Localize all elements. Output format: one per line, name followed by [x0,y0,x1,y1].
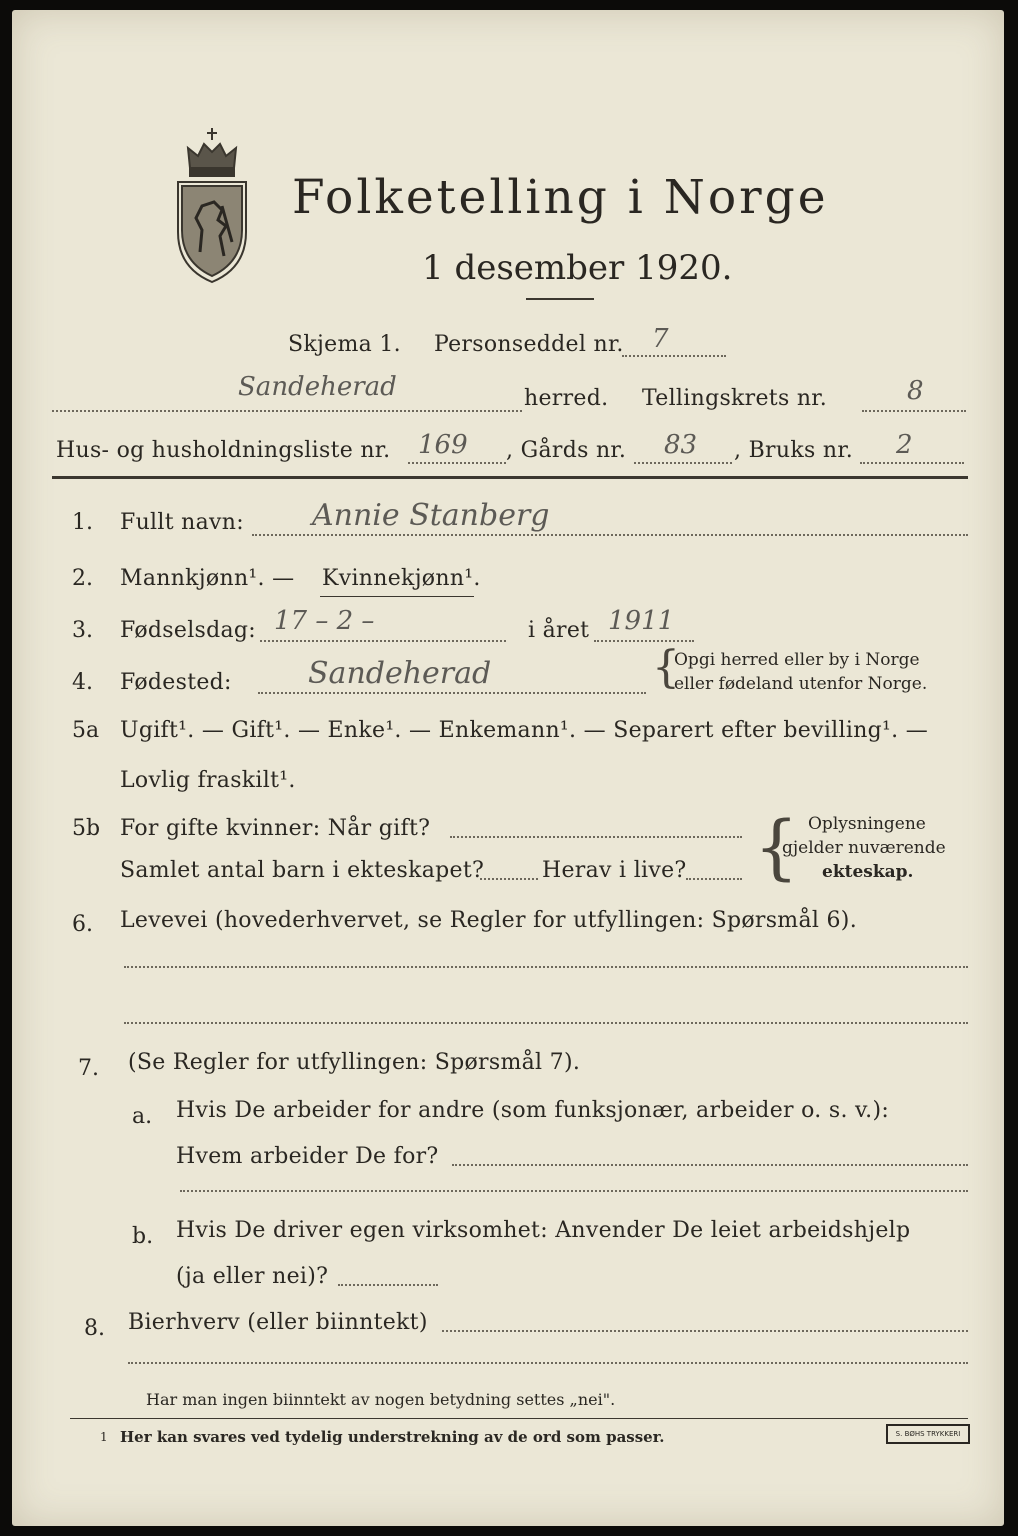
herred-line [52,410,522,412]
q5b-line-2b: Herav i live? [542,858,687,883]
q3-year-value[interactable]: 1911 [608,606,675,636]
bruks-line [860,462,964,464]
q4-brace: { [652,642,680,693]
footnote-text: Her kan svares ved tydelig understrekning av de ord som passer. [120,1428,665,1446]
q5b-live-line [686,878,742,880]
bruks-label: , Bruks nr. [734,438,854,463]
tellingskrets-line [862,410,966,412]
q5b-note-3: ekteskap. [822,862,914,882]
q6-line-2 [124,1022,968,1024]
printer-stamp [886,1424,970,1444]
herred-label: herred. [524,386,609,411]
q7b-letter: b. [132,1224,154,1249]
q7b-line-1: Hvis De driver egen virksomhet: Anvender De leiet arbeidshjelp [176,1218,911,1243]
q3-number: 3. [72,618,93,643]
q1-value[interactable]: Annie Stanberg [312,498,550,533]
coat-of-arms-icon [172,122,252,290]
title-divider [526,298,594,300]
q3-value[interactable]: 17 – 2 – [274,606,375,636]
q4-note-2: eller fødeland utenfor Norge. [674,674,928,694]
personseddel-line [622,355,726,357]
skjema-label: Skjema 1. [288,332,401,357]
q2-female[interactable]: Kvinnekjønn¹. [322,566,481,591]
q3-year-label: i året [528,618,590,643]
q7a-line-1: Hvis De arbeider for andre (som funksjonær, arbeider o. s. v.): [176,1098,890,1123]
q6-number: 6. [72,912,93,937]
personseddel-value[interactable]: 7 [652,324,669,354]
q8-number: 8. [84,1316,105,1341]
q3-line [260,640,506,642]
q1-label: Fullt navn: [120,510,244,535]
q4-note-1: Opgi herred eller by i Norge [674,650,920,670]
q4-number: 4. [72,670,93,695]
gards-line [634,462,732,464]
q7b-line-2: (ja eller nei)? [176,1264,329,1289]
q6-line-1 [124,966,968,968]
q7a-line-a [452,1164,968,1166]
q7-number: 7. [78,1056,99,1081]
form-title: Folketelling i Norge [292,170,829,225]
printer-stamp-text: S. BØHS TRYKKERI [895,1430,961,1438]
q5b-line-1: For gifte kvinner: Når gift? [120,816,431,841]
q5b-line-2a: Samlet antal barn i ekteskapet? [120,858,485,883]
q5b-barn-line [480,878,538,880]
q2-underline [320,596,474,597]
husliste-label: Hus- og husholdningsliste nr. [56,438,391,463]
husliste-line [408,462,506,464]
q5a-line-1: Ugift¹. — Gift¹. — Enke¹. — Enkemann¹. — Separert efter bevilling¹. — [120,718,929,743]
q5b-gift-line [450,836,742,838]
q7a-letter: a. [132,1104,153,1129]
q5a-number: 5a [72,718,100,743]
q3-label: Fødselsdag: [120,618,257,643]
q4-label: Fødested: [120,670,232,695]
q8-line-2 [128,1362,968,1364]
header-divider [52,476,968,479]
q4-line [258,692,646,694]
q1-line [252,534,968,536]
census-form [12,10,1004,1526]
q4-value[interactable]: Sandeherad [308,656,492,691]
q5b-note-1: Oplysningene [808,814,926,834]
q5a-line-2: Lovlig fraskilt¹. [120,768,296,793]
q7a-line-2: Hvem arbeider De for? [176,1144,439,1169]
gards-value[interactable]: 83 [664,430,698,460]
footer-divider [70,1418,968,1419]
q7-label: (Se Regler for utfyllingen: Spørsmål 7). [128,1050,581,1075]
q8-line-1 [442,1330,968,1332]
q5b-brace: { [754,806,799,888]
q8-label: Bierhverv (eller biinntekt) [128,1310,428,1335]
footnote-mark: 1 [100,1430,108,1444]
q7a-line-b [180,1190,968,1192]
q7b-answer-line [338,1284,438,1286]
husliste-value[interactable]: 169 [418,430,468,460]
q2-number: 2. [72,566,93,591]
bruks-value[interactable]: 2 [896,430,913,460]
q2-male: Mannkjønn¹. — [120,566,295,591]
gards-label: , Gårds nr. [506,438,627,463]
tellingskrets-label: Tellingskrets nr. [642,386,827,411]
q5b-note-2: gjelder nuværende [782,838,946,858]
q1-number: 1. [72,510,93,535]
tellingskrets-value[interactable]: 8 [907,376,924,406]
herred-value[interactable]: Sandeherad [238,372,397,402]
q6-label: Levevei (hovederhvervet, se Regler for utfyllingen: Spørsmål 6). [120,908,857,933]
personseddel-label: Personseddel nr. [434,332,624,357]
q5b-number: 5b [72,816,101,841]
footer-note: Har man ingen biinntekt av nogen betydning settes „nei". [146,1390,616,1409]
form-date: 1 desember 1920. [422,248,733,288]
